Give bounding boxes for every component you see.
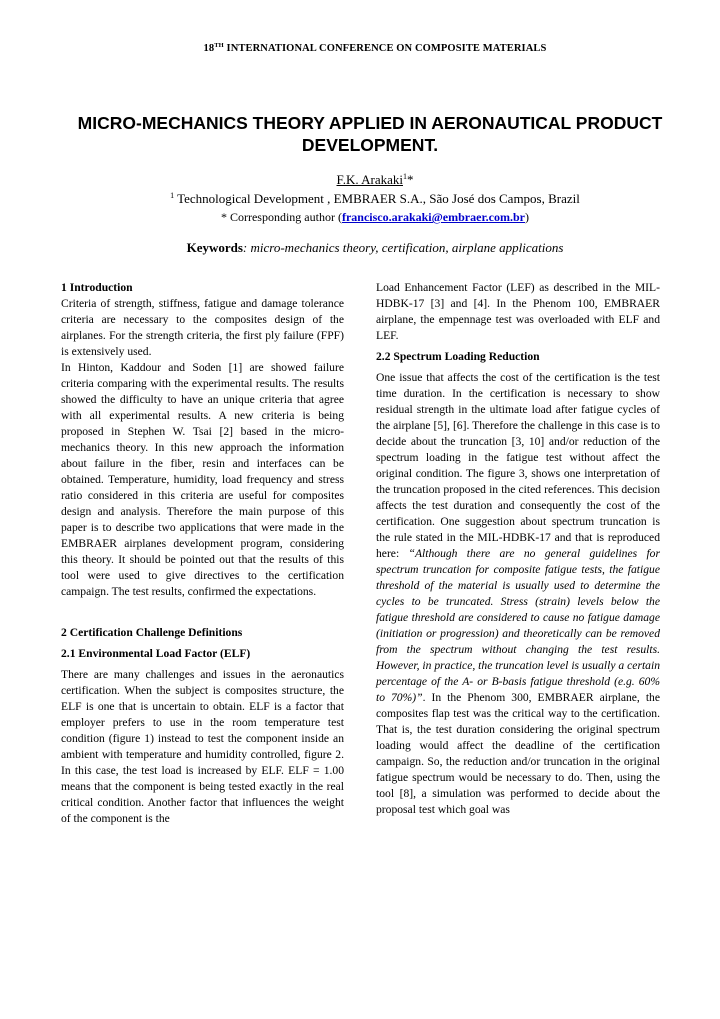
- intro-paragraph-2: In Hinton, Kaddour and Soden [1] are showed failure criteria comparing with the experimental results. The results showed the difficulty to have an unique criteria that agree with all experimental results. A new criteria is being proposed in Stephen W. Tsai [2] based in the micro-mechanics theory. In this new approach the information about failure in the fiber, resin and interfaces can be obtained. Temperature, humidity, load frequency and stress ratio considered in this criteria are useful for composites design and analysis. Therefore the main purpose of this paper is to describe two applications that were made in the EMBRAER airplanes development program, considering this theory. It should be pointed out that the results of this tool were used to give directives to the certification campaign. The test results, confirmed the expectations.: [61, 361, 344, 598]
- lef-paragraph: Load Enhancement Factor (LEF) as described in the MIL-HDBK-17 [3] and [4]. In the Phenom 100, EMBRAER airplane, the empennage test was overloaded with ELF and LEF.: [376, 281, 660, 342]
- keywords-line: [0, 240, 720, 256]
- corresponding-author-line: [0, 210, 720, 225]
- corresponding-suffix: ): [525, 210, 529, 224]
- section-2-2-paragraph: [376, 370, 660, 818]
- conference-number: 18: [203, 43, 215, 54]
- section-1-heading: 1 Introduction: [61, 281, 133, 294]
- author-line: [0, 172, 720, 188]
- author-corresponding-mark: *: [406, 172, 414, 187]
- conference-number-superscript: TH: [214, 42, 224, 49]
- author-name: F.K. Arakaki: [336, 172, 403, 187]
- conference-header: [0, 42, 720, 54]
- keywords-text: : micro-mechanics theory, certification, airplane applications: [242, 240, 564, 255]
- section-2-1-heading: 2.1 Environmental Load Factor (ELF): [61, 647, 251, 660]
- paper-title: MICRO-MECHANICS THEORY APPLIED IN AERONAUTICAL PRODUCT DEVELOPMENT.: [77, 113, 663, 155]
- affiliation-text: Technological Development , EMBRAER S.A., São José dos Campos, Brazil: [177, 191, 580, 206]
- right-column: [376, 280, 660, 818]
- keywords-label: Keywords: [186, 240, 243, 255]
- section-2-2-text-end: . In the Phenom 300, EMBRAER airplane, the composites flap test was the critical way to the certification. That is, the test duration considering the original spectrum loading would affect the deadline of the certification campaign. So, the reduction and/or truncation in the original fatigue spectrum would be necessary to do. Then, using the tool [8], a simulation was performed to decide about the proposal test which goal was: [376, 691, 660, 816]
- corresponding-email-link[interactable]: francisco.arakaki@embraer.com.br: [341, 210, 525, 224]
- author-affiliation-mark: 1: [402, 172, 407, 181]
- section-2-2-heading: 2.2 Spectrum Loading Reduction: [376, 350, 540, 363]
- affiliation-mark: 1: [170, 191, 175, 200]
- section-2-2-text-start: One issue that affects the cost of the certification is the test time duration. In the certification is necessary to show residual strength in the ultimate load after fatigue cycles of the airplane [5], [6]. Therefore the challenge in this case is to decide about the truncation [3, 10] and/or reduction of the spectrum loading in the fatigue test without affect the original condition. The figure 3, shows one interpretation of the truncation proposed in the cited references. This decision affects the test duration and consequently the cost of the certification. One suggestion about spectrum truncation is the rule stated in the MIL-HDBK-17 and that is reproduced here:: [376, 371, 660, 560]
- left-column: [61, 280, 344, 827]
- mil-hdbk-quote: “Although there are no general guidelines for spectrum truncation for composite fatigue tests, the fatigue threshold of the material is usually used to determine the cycles to be truncated. Stress (strain) levels below the fatigue threshold are considered to cause no fatigue damage (initiation or progression) and theoretically can be removed from the spectrum without changing the test results. However, in practice, the truncation level is usually a certain percentage of the A- or B-basis fatigue threshold (e.g. 60% to 70%)”: [376, 547, 660, 704]
- affiliation-line: [0, 191, 720, 207]
- corresponding-prefix: * Corresponding author (: [220, 210, 342, 224]
- section-2-heading: 2 Certification Challenge Definitions: [61, 626, 243, 639]
- section-2-1-paragraph: There are many challenges and issues in the aeronautics certification. When the subject is composites structure, the ELF is one that is uncertain to obtain. ELF is a factor that employer prefers to use in the room temperature test condition (figure 1) instead to test the component inside an ambient with temperature and humidity controlled, figure 2. In this case, the test load is increased by ELF. ELF = 1.00 means that the component is being tested exactly in the real critical condition. Another factor that influences the weight of the component is the: [61, 668, 344, 825]
- conference-name: INTERNATIONAL CONFERENCE ON COMPOSITE MATERIALS: [223, 43, 547, 54]
- intro-paragraph-1: Criteria of strength, stiffness, fatigue and damage tolerance criteria are necessary to the composites design of the airplanes. For the strength criteria, the first ply failure (FPF) is extensively used.: [61, 297, 344, 358]
